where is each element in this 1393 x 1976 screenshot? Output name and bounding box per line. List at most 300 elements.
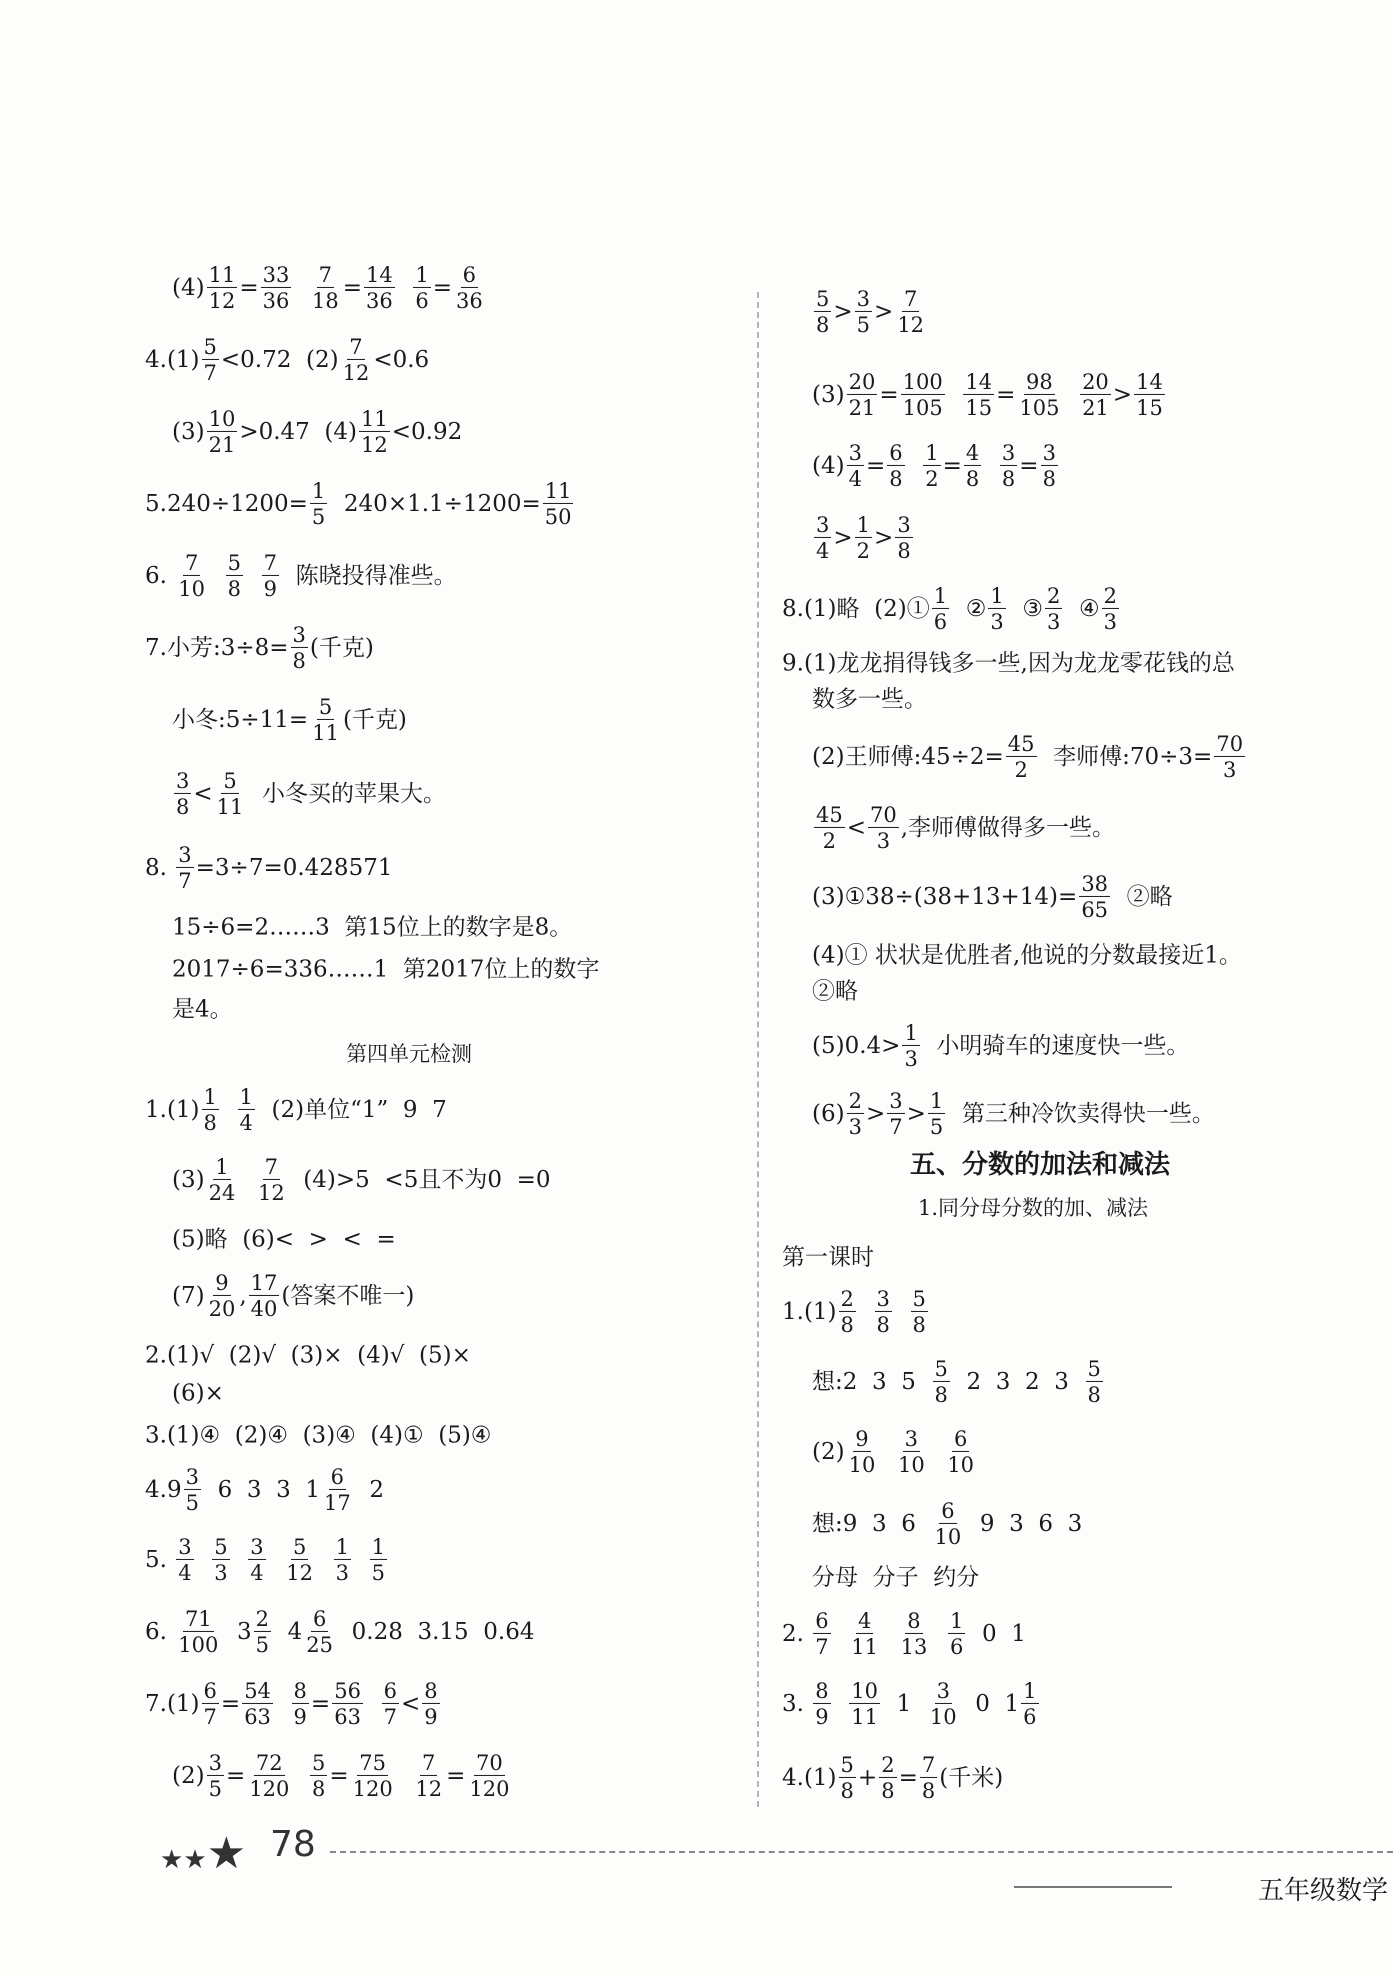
fraction-denominator: 8 [816,313,830,337]
answer-text: 第三种冷饮卖得快一些。 [947,1100,1215,1127]
answer-text [983,455,998,478]
fraction-denominator: 9 [424,1705,438,1729]
fraction-denominator: 8 [840,1779,854,1803]
fraction [454,264,485,312]
fraction-numerator: 3 [904,1426,918,1451]
fraction [933,1500,964,1548]
fraction [322,1466,353,1514]
answer-text: ②略 [1112,883,1173,910]
fraction-denominator: 10 [934,1525,962,1549]
fraction-denominator: 8 [203,1111,217,1135]
answer-text [397,277,412,300]
fraction-denominator: 2 [822,829,837,853]
fraction [1079,873,1110,921]
fraction-numerator: 20 [848,369,876,394]
fraction-denominator: 12 [286,1561,313,1585]
fraction [849,1610,880,1658]
answer-line [172,1272,414,1320]
answer-text: ②略 [812,978,858,1005]
answer-text: (2)王师傅:45÷2= [812,743,1004,770]
fraction-denominator: 12 [415,1777,443,1801]
fraction [284,1536,315,1584]
fraction [249,1272,280,1320]
fraction [895,288,926,336]
fraction-numerator: 3 [185,1464,199,1489]
fraction [254,1608,271,1656]
answer-text: 240×1.1÷1200= [329,490,541,517]
fraction-denominator: 3 [1046,610,1061,634]
fraction-numerator: 6 [383,1678,397,1703]
difficulty-stars [160,1828,246,1879]
answer-text: (5)0.4> [812,1032,901,1059]
answer-line [172,1752,513,1800]
fraction [875,1288,892,1336]
fraction-numerator: 1 [371,1534,385,1559]
fraction-numerator: 2 [881,1752,895,1777]
fraction-numerator: 1 [215,1154,229,1179]
fraction [963,371,994,419]
answer-line [812,1358,1105,1406]
answer-text: 想:9 3 6 [812,1510,931,1537]
fraction-numerator: 1 [990,583,1004,608]
answer-line [172,1380,224,1407]
answer-line [812,942,1242,969]
fraction-numerator: 70 [870,802,897,827]
fraction [920,1754,937,1802]
fraction-numerator: 1 [415,262,429,287]
fraction-numerator: 38 [1081,871,1109,896]
fraction-numerator: 5 [816,286,830,311]
fraction [207,1156,238,1204]
fraction-denominator: 10 [897,1453,925,1477]
fraction-numerator: 3 [1042,440,1056,465]
answer-line [812,1500,1082,1548]
answer-text: 2 3 2 3 [951,1368,1084,1395]
fraction [814,288,831,336]
answer-text: = [310,1690,331,1717]
fraction [911,1288,928,1336]
fraction [332,1680,363,1728]
fraction-denominator: 5 [185,1491,199,1515]
fraction-denominator: 15 [1136,396,1163,420]
answer-text: ② [951,595,987,622]
fraction [248,1536,265,1584]
answer-line [145,624,374,672]
answer-line [812,733,1247,781]
fraction-denominator: 3 [990,610,1004,634]
answer-text: (3) [172,1166,205,1193]
answer-text: > [874,524,894,551]
fraction-denominator: 4 [178,1561,192,1585]
fraction [176,1536,193,1584]
fraction-denominator: 120 [249,1777,290,1801]
fraction-denominator: 12 [257,1181,285,1205]
fraction-numerator: 1 [856,512,871,537]
answer-text: (2)单位“1” 9 7 [256,1096,447,1123]
fraction-numerator: 3 [178,1534,192,1559]
fraction-numerator: 3 [848,440,862,465]
fraction [1017,371,1061,419]
fraction-numerator: 2 [255,1606,269,1631]
answer-line [812,1022,1189,1070]
fraction-denominator: 20 [208,1297,236,1321]
fraction-denominator: 12 [208,289,236,313]
answer-line [812,686,927,713]
fraction-denominator: 5 [856,313,871,337]
fraction-denominator: 5 [255,1633,269,1657]
fraction-denominator: 8 [1001,467,1016,491]
answer-text [353,1549,368,1572]
fraction-numerator: 1 [949,1608,964,1633]
fraction [923,442,940,490]
fraction [813,1680,830,1728]
fraction-denominator: 8 [934,1383,948,1407]
fraction-denominator: 12 [897,313,925,337]
fraction-denominator: 10 [178,577,205,601]
answer-text [239,1169,254,1192]
fraction-denominator: 7 [178,869,192,893]
answer-line [782,1610,1026,1658]
fraction-numerator: 5 [311,1750,326,1775]
answer-text: = [879,381,899,408]
fraction-numerator: 3 [208,1750,222,1775]
fraction-numerator: 1 [335,1534,349,1559]
fraction-denominator: 7 [203,1705,217,1729]
answer-line [145,480,575,528]
fraction-numerator: 3 [876,1286,890,1311]
fraction-numerator: 45 [816,802,843,827]
fraction-denominator: 25 [306,1633,333,1657]
fraction-numerator: 1 [933,583,948,608]
answer-text: (千克) [342,706,407,733]
fraction [202,1086,219,1134]
fraction-numerator: 6 [941,1498,955,1523]
answer-text: > [874,298,894,325]
fraction-denominator: 8 [889,467,903,491]
section-subheading: 第四单元检测 [346,1042,472,1066]
answer-line [172,408,462,456]
fraction-denominator: 21 [1082,396,1109,420]
answer-text: 数多一些。 [812,686,927,713]
answer-text [268,1549,283,1572]
answer-line [145,336,429,384]
fraction [868,804,899,852]
fraction-numerator: 6 [330,1464,345,1489]
fraction-denominator: 4 [239,1111,253,1135]
fraction-denominator: 50 [544,505,572,529]
fraction-numerator: 2 [848,1088,862,1113]
fraction-numerator: 5 [912,1286,926,1311]
fraction-denominator: 3 [876,829,891,853]
fraction [351,1752,395,1800]
fraction-denominator: 8 [176,795,190,819]
fraction [207,1752,224,1800]
answer-line [172,914,573,941]
answer-line [172,264,487,312]
answer-line [145,1536,389,1584]
answer-text [232,1549,247,1572]
page-number: 78 [270,1824,316,1865]
fraction-numerator: 5 [223,768,237,793]
answer-text: = [865,452,886,479]
answer-text: (千米) [939,1764,1004,1791]
answer-line [782,1754,1003,1802]
answer-text: 9.(1)龙龙捐得钱多一些,因为龙龙零花钱的总 [782,650,1235,677]
fraction [899,1610,930,1658]
answer-text: 8.(1)略 (2)① [782,595,930,622]
fraction-denominator: 3 [848,1115,862,1139]
answer-text [929,1441,944,1464]
answer-line [145,844,392,892]
fraction [304,1608,335,1656]
fraction [895,514,912,562]
fraction [847,1090,864,1138]
fraction-numerator: 8 [424,1678,438,1703]
fraction-denominator: 2 [925,467,939,491]
fraction-numerator: 7 [263,550,277,575]
fraction [176,844,193,892]
fraction-numerator: 3 [856,286,871,311]
answer-line [812,514,915,562]
fraction [207,1272,238,1320]
fraction-numerator: 3 [176,768,190,793]
answer-text: (千克) [309,634,374,661]
section-heading: 五、分数的加法和减法 [910,1150,1171,1180]
answer-line [172,770,446,818]
star-icon: ★ [160,1845,184,1875]
answer-text: <0.72 (2) [220,346,339,373]
answer-text: 是4。 [172,996,233,1023]
answer-text: (4) [172,274,205,301]
answer-text: 6. [145,1618,175,1645]
fraction [176,1608,220,1656]
fraction-denominator: 6 [933,610,948,634]
fraction [1041,442,1058,490]
answer-text: 小冬买的苹果大。 [247,780,447,807]
fraction [543,480,574,528]
fraction-numerator: 5 [227,550,241,575]
fraction [467,1752,511,1800]
fraction [847,1428,878,1476]
fraction-denominator: 6 [1023,1705,1037,1729]
answer-text: = [342,274,362,301]
answer-text: 3. [782,1690,812,1717]
fraction [359,408,390,456]
answer-line [812,288,928,336]
answer-text: > [865,1100,886,1127]
answer-line [812,1090,1215,1138]
fraction-denominator: 5 [929,1115,944,1139]
fraction-denominator: 8 [1087,1383,1101,1407]
fraction [207,408,238,456]
fraction [364,264,395,312]
fraction [184,1466,201,1514]
fraction-denominator: 10 [929,1705,957,1729]
fraction-numerator: 1 [1023,1678,1037,1703]
answer-text: ③ [1007,595,1043,622]
fraction-numerator: 7 [264,1154,278,1179]
answer-line [145,1466,384,1514]
fraction-numerator: 7 [422,1750,436,1775]
fraction-numerator: 5 [1087,1356,1101,1381]
fraction-denominator: 65 [1081,898,1109,922]
fraction [839,1288,856,1336]
answer-text: = [329,1762,349,1789]
fraction-denominator: 8 [227,577,241,601]
fraction-denominator: 11 [851,1705,878,1729]
fraction-numerator: 8 [907,1608,921,1633]
answer-text: >0.47 (4) [239,418,358,445]
fraction-denominator: 10 [848,1453,876,1477]
fraction-denominator: 4 [816,539,830,563]
answer-text: = [942,452,962,479]
fraction-numerator: 7 [921,1752,936,1777]
fraction-numerator: 71 [184,1606,212,1631]
answer-text [931,1623,946,1646]
answer-text: 2017÷6=336……1 第2017位上的数字 [172,956,600,983]
fraction-numerator: 1 [239,1084,253,1109]
answer-text [947,384,962,407]
footer-dashed-rule [330,1851,1393,1853]
answer-text [882,1623,897,1646]
answer-text: ,李师傅做得多一些。 [900,814,1116,841]
answer-text: (5)略 (6)< > < = [172,1226,396,1253]
answer-text: = [225,1762,246,1789]
fraction-denominator: 9 [263,577,277,601]
fraction-denominator: 63 [244,1705,271,1729]
fraction-numerator: 6 [462,262,477,287]
fraction [382,1680,399,1728]
fraction-numerator: 17 [250,1270,278,1295]
fraction-denominator: 5 [371,1561,385,1585]
fraction [202,1680,219,1728]
answer-text: 3 [222,1618,252,1645]
fraction [310,264,341,312]
answer-text [833,1693,848,1716]
fraction-denominator: 7 [203,361,217,385]
fraction-denominator: 8 [840,1313,854,1337]
answer-line [782,585,1121,633]
fraction-numerator: 45 [1007,731,1035,756]
fraction-denominator: 7 [815,1635,829,1659]
fraction-denominator: 4 [250,1561,264,1585]
star-icon: ★ [206,1828,247,1879]
answer-text: , [239,1282,247,1309]
fraction [1000,442,1017,490]
answer-text: 6 3 3 1 [202,1476,320,1503]
fraction [292,1680,309,1728]
answer-text: = [996,381,1016,408]
fraction [928,1090,945,1138]
answer-text: 小冬:5÷11= [172,706,309,733]
fraction [242,1680,273,1728]
fraction [933,1358,950,1406]
fraction [945,1428,976,1476]
fraction-denominator: 9 [815,1705,829,1729]
fraction [247,1752,291,1800]
answer-text: > [833,298,853,325]
fraction [310,1752,327,1800]
fraction-numerator: 75 [359,1750,387,1775]
fraction-denominator: 3 [1103,610,1117,634]
answer-line [145,1422,492,1449]
fraction [896,1428,927,1476]
answer-text: (6)× [172,1380,224,1407]
fraction-denominator: 120 [469,1777,510,1801]
answer-text [317,1549,332,1572]
fraction [1086,1358,1103,1406]
fraction-numerator: 1 [904,1020,918,1045]
fraction-numerator: 5 [840,1752,854,1777]
fraction-numerator: 11 [208,262,236,287]
fraction-numerator: 3 [250,1534,264,1559]
fraction-denominator: 2 [1014,758,1028,782]
fraction [887,442,904,490]
fraction [814,804,845,852]
fraction [847,371,878,419]
fraction-numerator: 70 [476,1750,503,1775]
fraction [1102,585,1119,633]
fraction-denominator: 105 [1019,396,1060,420]
fraction-denominator: 8 [921,1779,936,1803]
fraction-denominator: 6 [949,1635,964,1659]
fraction [1045,585,1062,633]
fraction-denominator: 21 [848,396,876,420]
answer-text: (7) [172,1282,205,1309]
fraction [1006,733,1037,781]
answer-line [812,371,1167,419]
answer-line [145,1342,471,1369]
fraction-numerator: 3 [292,622,306,647]
answer-text: (3)①38÷(38+13+14)= [812,883,1078,910]
fraction-numerator: 8 [293,1678,307,1703]
fraction-denominator: 11 [851,1635,878,1659]
answer-text: 5.240÷1200= [145,490,308,517]
answer-text: 2 [354,1476,384,1503]
fraction-numerator: 9 [215,1270,229,1295]
answer-text: (3) [172,418,205,445]
answer-text [221,1099,236,1122]
fraction-denominator: 5 [208,1777,222,1801]
fraction-denominator: 8 [876,1313,890,1337]
answer-line [172,1226,396,1253]
answer-text: 0 1 [967,1620,1026,1647]
fraction-numerator: 6 [815,1608,829,1633]
answer-text [209,565,224,588]
fraction-numerator: 3 [816,512,830,537]
answer-line [782,1680,1041,1728]
fraction [813,1610,830,1658]
fraction-numerator: 10 [208,406,236,431]
fraction [310,480,327,528]
fraction [847,442,864,490]
answer-text: 4 [273,1618,303,1645]
answer-text: 6. [145,562,175,589]
fraction [1021,1680,1038,1728]
answer-text: = [432,274,452,301]
fraction-numerator: 5 [292,1534,307,1559]
answer-line [145,1086,447,1134]
answer-line [782,1288,930,1336]
answer-line [782,650,1235,677]
fraction [226,552,243,600]
answer-text: 4.(1) [782,1764,837,1791]
answer-line [812,1564,980,1591]
fraction [341,336,372,384]
fraction-numerator: 5 [214,1534,228,1559]
fraction-denominator: 2 [856,539,871,563]
fraction [932,585,949,633]
